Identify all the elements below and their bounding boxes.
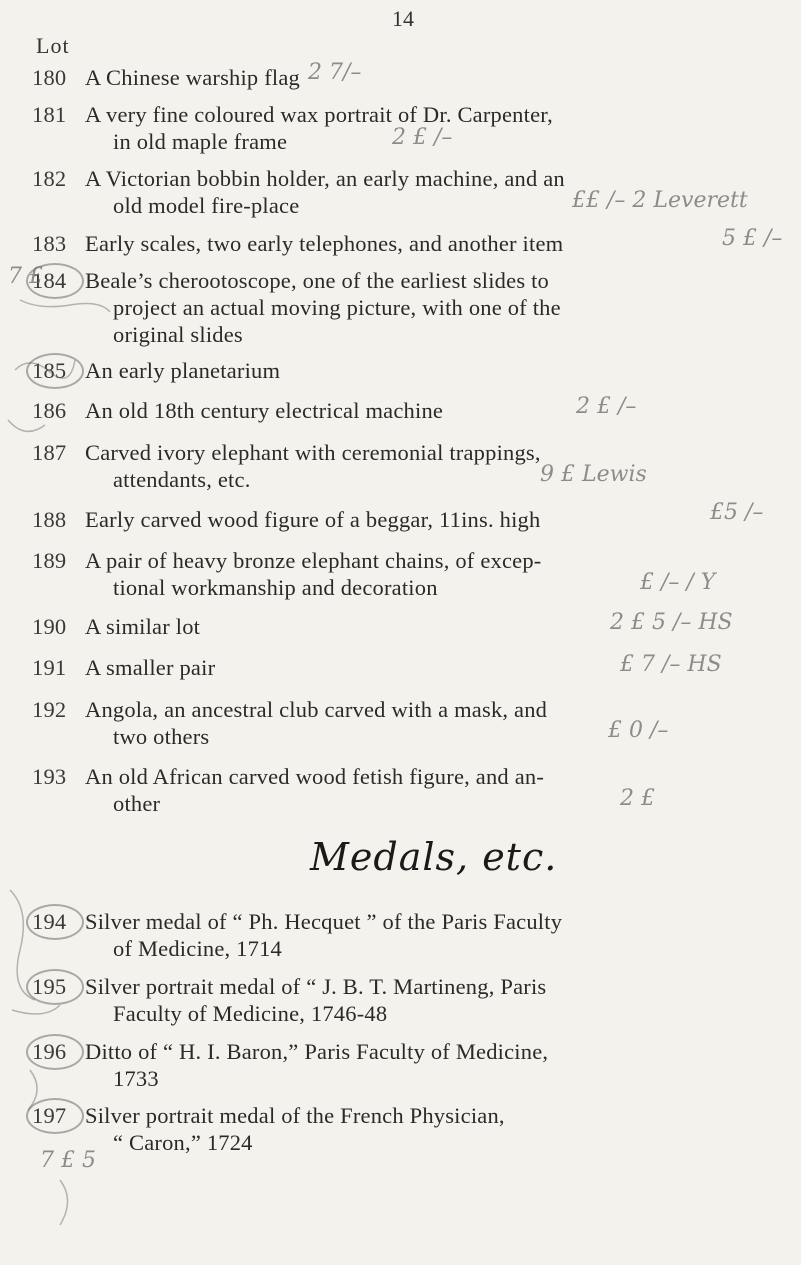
lot-number: 193 [32, 764, 67, 789]
handwritten-note: 7 £ [8, 264, 43, 289]
lot-description: An early planetarium [85, 358, 281, 383]
handwritten-note: £ 7 /– HS [620, 652, 722, 677]
pencil-circle-mark [26, 969, 84, 1005]
lot-description: Beale’s cherootoscope, one of the earliest slides to project an actual moving picture, with one of the original slides [85, 268, 561, 347]
lot-number: 196 [32, 1039, 67, 1064]
lot-number: 189 [32, 548, 67, 573]
lot-number: 188 [32, 507, 67, 532]
lot-column-heading: Lot [36, 33, 70, 58]
lot-number: 186 [32, 398, 67, 423]
lot-number: 181 [32, 102, 67, 127]
lot-description: Ditto of “ H. I. Baron,” Paris Faculty of Medicine, 1733 [85, 1039, 549, 1091]
lot-description: Angola, an ancestral club carved with a mask, and two others [85, 697, 548, 749]
lot-description: Early carved wood figure of a beggar, 11ins. high [85, 507, 541, 532]
handwritten-note: £ /– / Y [640, 570, 716, 595]
handwritten-note: £ 0 /– [608, 718, 669, 743]
handwritten-note: 2 £ 5 /– HS [610, 610, 733, 635]
lot-number: 192 [32, 697, 67, 722]
lot-number: 187 [32, 440, 67, 465]
lot-description: Silver portrait medal of the French Physician, “ Caron,” 1724 [85, 1103, 505, 1155]
pencil-circle-mark [26, 1034, 84, 1070]
page-number: 14 [392, 6, 414, 31]
lot-description: Early scales, two early telephones, and another item [85, 231, 564, 256]
lot-number: 197 [32, 1103, 67, 1128]
handwritten-note: 2 7/– [308, 60, 362, 85]
lot-number: 180 [32, 65, 67, 90]
handwritten-note: 2 £ /– [576, 394, 637, 419]
lot-description: Carved ivory elephant with ceremonial trappings, attendants, etc. [85, 440, 541, 492]
pencil-circle-mark [26, 353, 84, 389]
pencil-circle-mark [26, 904, 84, 940]
handwritten-note: 2 £ [620, 786, 655, 811]
section-heading-medals: Medals, etc. [310, 835, 558, 879]
lot-number: 191 [32, 655, 67, 680]
lot-description: A similar lot [85, 614, 201, 639]
lot-description: A Victorian bobbin holder, an early machine, and an old model fire-place [85, 166, 565, 218]
lot-description: A smaller pair [85, 655, 216, 680]
handwritten-note: ££ /– 2 Leverett [572, 188, 748, 213]
lot-description: Silver portrait medal of “ J. B. T. Martineng, Paris Faculty of Medicine, 1746-48 [85, 974, 547, 1026]
pencil-circle-mark [26, 1098, 84, 1134]
lot-number: 184 [32, 268, 67, 293]
lot-number: 185 [32, 358, 67, 383]
lot-number: 194 [32, 909, 67, 934]
lot-number: 190 [32, 614, 67, 639]
lot-description: Silver medal of “ Ph. Hecquet ” of the Paris Faculty of Medicine, 1714 [85, 909, 563, 961]
handwritten-note: 7 £ 5 [40, 1148, 96, 1173]
handwritten-note: £5 /– [710, 500, 764, 525]
handwritten-note: 5 £ /– [722, 226, 783, 251]
lot-description: A Chinese warship flag [85, 65, 300, 90]
handwritten-note: 9 £ Lewis [540, 462, 647, 487]
lot-description: A very fine coloured wax portrait of Dr. Carpenter, in old maple frame [85, 102, 553, 154]
handwritten-note: 2 £ /– [392, 125, 453, 150]
lot-description: An old 18th century electrical machine [85, 398, 444, 423]
lot-description: An old African carved wood fetish figure, and an- other [85, 764, 545, 816]
lot-number: 183 [32, 231, 67, 256]
lot-description: A pair of heavy bronze elephant chains, of excep- tional workmanship and decoration [85, 548, 542, 600]
lot-number: 182 [32, 166, 67, 191]
lot-number: 195 [32, 974, 67, 999]
